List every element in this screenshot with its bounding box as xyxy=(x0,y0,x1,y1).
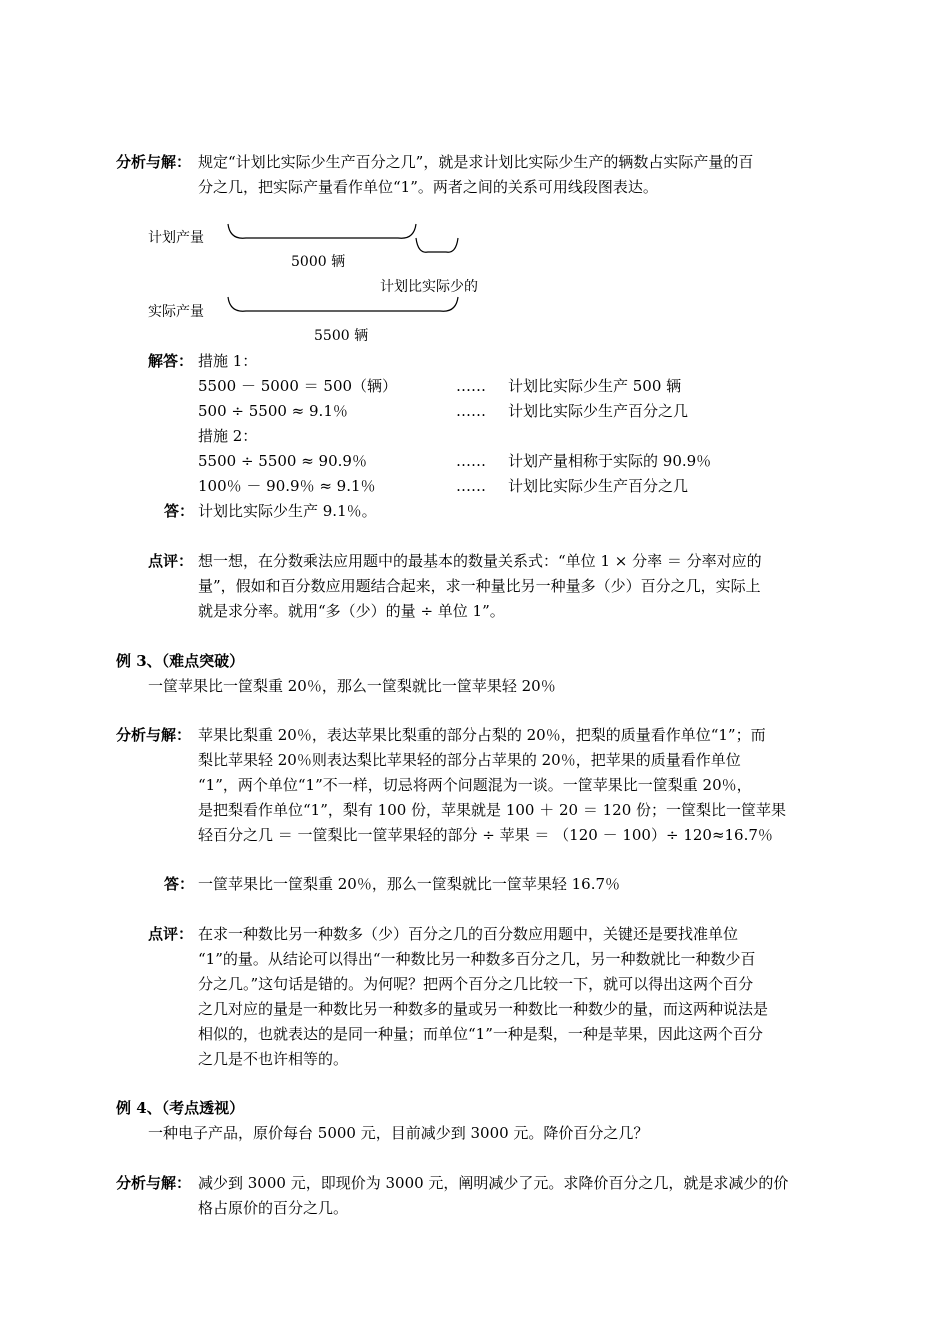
plan-label: 计划产量 xyxy=(148,230,204,246)
step-1-calc: 5500 － 5000 ＝ 500（辆） xyxy=(198,377,398,395)
example-4-title: 例 4、（考点透视） xyxy=(116,1099,245,1117)
comment-label: 点评： xyxy=(148,552,194,570)
comment-line-2: 量”，假如和百分数应用题结合起来，求一种量比另一种量多（少）百分之几，实际上 xyxy=(198,577,761,595)
analysis-line-1: 规定“计划比实际少生产百分之几”，就是求计划比实际少生产的辆数占实际产量的百 xyxy=(198,153,754,171)
comment-line-1: 想一想，在分数乘法应用题中的最基本的数量关系式：“单位 1 × 分率 ＝ 分率对应的 xyxy=(198,552,762,570)
step-2-dots: …… xyxy=(456,402,486,420)
example-3-analysis-line-2: 梨比苹果轻 20％则表达梨比苹果轻的部分占苹果的 20％，把苹果的质量看作单位 xyxy=(198,751,741,769)
example-3-answer-text: 一筐苹果比一筐梨重 20％，那么一筐梨就比一筐苹果轻 16.7％ xyxy=(198,875,621,893)
final-answer-text: 计划比实际少生产 9.1％。 xyxy=(198,502,377,520)
answer-label: 解答： xyxy=(148,352,194,370)
difference-brace xyxy=(416,238,458,252)
example-3-comment-line-4: 之几对应的量是一种数比另一种数多的量或另一种数比一种数少的量，而这两种说法是 xyxy=(198,1000,769,1018)
analysis-line-2: 分之几，把实际产量看作单位“1”。两者之间的关系可用线段图表达。 xyxy=(198,178,658,196)
example-3-analysis-line-1: 苹果比梨重 20％，表达苹果比梨重的部分占梨的 20％，把梨的质量看作单位“1”；而 xyxy=(198,726,766,744)
example-3-problem: 一筐苹果比一筐梨重 20％，那么一筐梨就比一筐苹果轻 20％ xyxy=(148,677,556,695)
actual-brace xyxy=(228,297,458,311)
example-3-comment-label: 点评： xyxy=(148,925,194,943)
example-3-comment-line-1: 在求一种数比另一种数多（少）百分之几的百分数应用题中，关键还是要找准单位 xyxy=(198,925,739,943)
actual-value: 5500 辆 xyxy=(314,328,369,344)
final-answer-label: 答： xyxy=(164,502,195,520)
example-3-analysis-label: 分析与解： xyxy=(116,726,192,744)
example-3-answer-label: 答： xyxy=(164,875,195,893)
line-segment-diagram xyxy=(0,0,950,360)
step-3-dots: …… xyxy=(456,452,486,470)
step-2-note: 计划比实际少生产百分之几 xyxy=(508,402,689,420)
example-3-comment-line-5: 相似的，也就表达的是同一种量；而单位“1”一种是梨，一种是苹果，因此这两个百分 xyxy=(198,1025,763,1043)
step-4-calc: 100％ － 90.9％ ≈ 9.1％ xyxy=(198,477,376,495)
plan-value: 5000 辆 xyxy=(291,254,346,270)
step-4-dots: …… xyxy=(456,477,486,495)
example-3-analysis-line-4: 是把梨看作单位“1”，梨有 100 份，苹果就是 100 ＋ 20 ＝ 120 份；一筐梨比一筐苹果 xyxy=(198,801,787,819)
step-3-calc: 5500 ÷ 5500 ≈ 90.9％ xyxy=(198,452,367,470)
difference-label: 计划比实际少的 xyxy=(380,279,478,295)
example-4-problem: 一种电子产品，原价每台 5000 元，目前减少到 3000 元。降价百分之几？ xyxy=(148,1124,649,1142)
actual-label: 实际产量 xyxy=(148,304,204,320)
example-4-analysis-line-2: 格占原价的百分之几。 xyxy=(198,1199,349,1217)
example-3-comment-line-2: “1”的量。从结论可以得出“一种数比另一种数多百分之几，另一种数就比一种数少百 xyxy=(198,950,756,968)
example-4-analysis-line-1: 减少到 3000 元，即现价为 3000 元，阐明减少了元。求降价百分之几，就是求减少的价 xyxy=(198,1174,789,1192)
example-3-analysis-line-3: “1”，两个单位“1”不一样，切忌将两个问题混为一谈。一筐苹果比一筐梨重 20％， xyxy=(198,776,752,794)
plan-brace xyxy=(228,224,416,238)
example-3-analysis-line-5: 轻百分之几 ＝ 一筐梨比一筐苹果轻的部分 ÷ 苹果 ＝ （120 － 100）÷ 120≈16.7％ xyxy=(198,826,773,844)
step-1-note: 计划比实际少生产 500 辆 xyxy=(508,377,682,395)
step-4-note: 计划比实际少生产百分之几 xyxy=(508,477,689,495)
method-2-label: 措施 2： xyxy=(198,427,258,445)
comment-line-3: 就是求分率。就用“多（少）的量 ÷ 单位 1”。 xyxy=(198,602,505,620)
step-3-note: 计划产量相称于实际的 90.9％ xyxy=(508,452,712,470)
example-3-comment-line-3: 分之几。”这句话是错的。为何呢？把两个百分之几比较一下，就可以得出这两个百分 xyxy=(198,975,754,993)
example-3-comment-line-6: 之几是不也许相等的。 xyxy=(198,1050,349,1068)
example-4-analysis-label: 分析与解： xyxy=(116,1174,192,1192)
analysis-label: 分析与解： xyxy=(116,153,192,171)
step-2-calc: 500 ÷ 5500 ≈ 9.1％ xyxy=(198,402,348,420)
example-3-title: 例 3、（难点突破） xyxy=(116,652,245,670)
step-1-dots: …… xyxy=(456,377,486,395)
method-1-label: 措施 1： xyxy=(198,352,258,370)
